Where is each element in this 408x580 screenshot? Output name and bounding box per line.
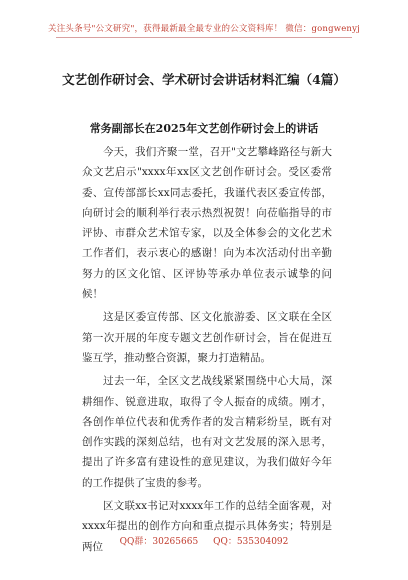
header-divider (56, 37, 352, 38)
header-banner: 关注头条号"公文研究"，获得最新最全最专业的公文资料库！ 微信：gongwenyj (48, 24, 360, 34)
paragraph-3: 过去一年，全区文艺战线紧紧围绕中心大局，深耕细作、锐意进取，取得了令人振奋的成绩。刚才，各创作单位代表和优秀作者的发言精彩纷呈，既有对创作实践的深刻总结，也有对文艺发展的深入思考，提出了许多富有建设性的意见建议，为我们做好今年的工作提供了宝贵的参考。 (82, 375, 332, 489)
paragraph-2: 这是区委宣传部、区文化旅游委、区文联在全区第一次开展的年度专题文艺创作研讨会，旨在促进互鉴互学，推动整合资源，聚力打造精品。 (82, 311, 332, 364)
document-title: 文艺创作研讨会、学术研讨会讲话材料汇编（4篇） (62, 72, 346, 87)
paragraph-4: 区文联xx书记对xxxx年工作的总结全面客观，对xxxx年提出的创作方向和重点提示具体务实；特别是两位 (82, 500, 332, 553)
speech-title: 常务副部长在2025年文艺创作研讨会上的讲话 (89, 122, 319, 135)
document-body (82, 142, 332, 560)
footer-contact (0, 534, 408, 547)
footer-qq-group: QQ群：30265665 (119, 537, 199, 547)
paragraph-1: 今天，我们齐聚一堂，召开"文艺攀峰路径与新大众文艺启示"xxxx年xx区文艺创作研讨会。受区委常委、宣传部部长xx同志委托，我谨代表区委宣传部，向研讨会的顺利举行表示热烈祝贺！向莅临指导的市评协、市群众艺术馆专家，以及全体参会的文化艺术工作者们，表示衷心的感谢！向为本次活动付出辛勤努力的区文化馆、区评协等承办单位表示诚挚的问候！ (82, 146, 332, 301)
footer-qq: QQ：535304092 (213, 537, 289, 547)
